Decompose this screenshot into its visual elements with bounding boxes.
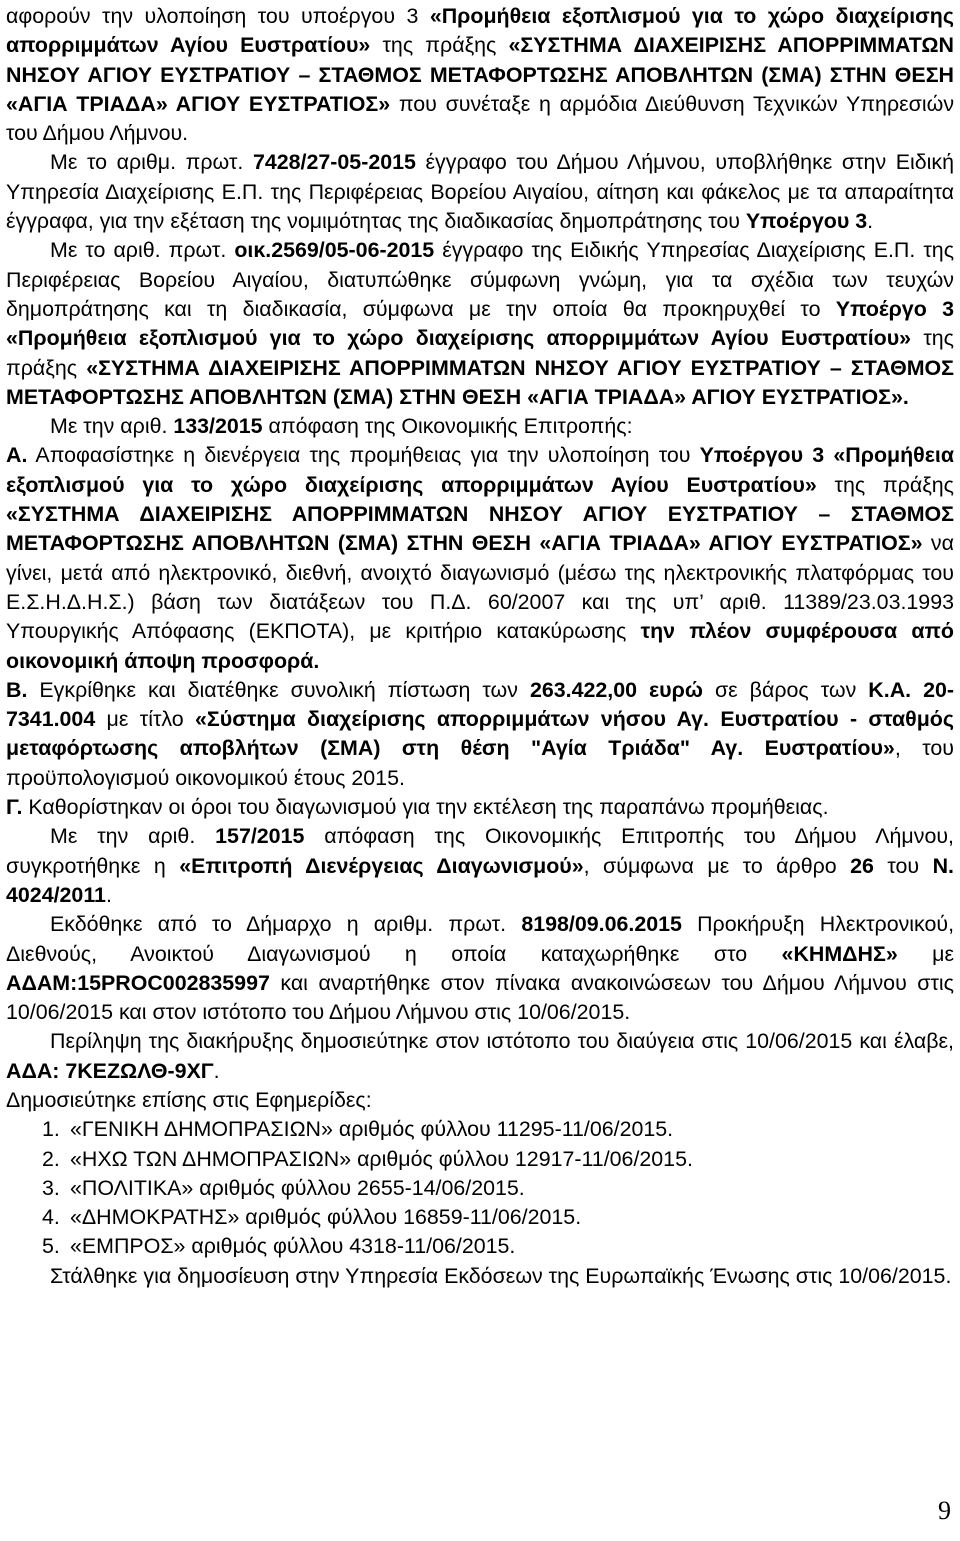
bold-text-run: Α. (6, 443, 28, 468)
text-run: έγγραφο του Δήμου Λήμνου, υποβλήθηκε στην Ειδική Υπηρεσία Διαχείρισης Ε.Π. της Περιφέρειας Βορείου Αιγαίου, αίτηση και φάκελος με τα απαραίτητα έγγραφα, για την εξέταση της νομιμότητας της διαδικασίας δημοπράτησης του (6, 150, 954, 234)
page-number: 9 (938, 1496, 951, 1525)
text-run: Με το αριθ. πρωτ. (50, 238, 235, 263)
list-item-text: «ΔΗΜΟΚΡΑΤΗΣ» αριθμός φύλλου 16859-11/06/2015. (70, 1205, 582, 1230)
bold-text-run: Υποέργου 3 (745, 209, 868, 234)
bold-text-run: 157/2015 (215, 824, 305, 849)
text-run: που συνέταξε η αρμόδια Διεύθυνση Τεχνικών Υπηρεσιών του Δήμου Λήμνου. (6, 91, 955, 146)
text-run: έγγραφο της Ειδικής Υπηρεσίας Διαχείρισης Ε.Π. της Περιφέρειας Βορείου Αιγαίου, διατυπώθηκε σύμφωνη γνώμη, για τα σχέδια των τευχών δημοπράτησης και τη διαδικασία, σύμφωνα με την οποία θα προκηρυχθεί το (6, 238, 954, 321)
paragraph-proclamation (6, 910, 954, 1027)
bold-text-run: «ΣΥΣΤΗΜΑ ΔΙΑΧΕΙΡΙΣΗΣ ΑΠΟΡΡΙΜΜΑΤΩΝ ΝΗΣΟΥ ΑΓΙΟΥ ΕΥΣΤΡΑΤΙΟΥ – ΣΤΑΘΜΟΣ ΜΕΤΑΦΟΡΤΩΣΗΣ ΑΠΟΒΛΗΤΩΝ (ΣΜΑ) ΣΤΗΝ ΘΕΣΗ «ΑΓΙΑ ΤΡΙΑΔΑ» ΑΓΙΟΥ ΕΥΣΤΡΑΤΙΟΣ» (6, 33, 955, 116)
paragraph-intro (6, 2, 954, 148)
text-run: Με την αριθ. (50, 824, 216, 849)
text-run: Στάλθηκε για δημοσίευση στην Υπηρεσία Εκδόσεων της Ευρωπαϊκής Ένωσης στις 10/06/2015. (50, 1263, 952, 1288)
list-number: 2. (42, 1146, 60, 1171)
list-item-text: «ΓΕΝΙΚΗ ΔΗΜΟΠΡΑΣΙΩΝ» αριθμός φύλλου 11295-11/06/2015. (70, 1117, 674, 1142)
paragraph-point-c (6, 793, 954, 822)
paragraph-point-b (6, 676, 954, 793)
text-run: αφορούν την υλοποίηση του υποέργου 3 (6, 4, 430, 28)
bold-text-run: Γ. (6, 795, 23, 820)
newspaper-list-item (6, 1115, 954, 1144)
bold-text-run: «Σύστημα διαχείρισης απορριμμάτων νήσου Αγ. Ευστρατίου - σταθμός μεταφόρτωσης αποβλήτων (ΣΜΑ) στη θέση "Αγία Τριάδα" Αγ. Ευστρατίου» (6, 707, 955, 761)
text-run: Με το αριθμ. πρωτ. (50, 150, 253, 175)
text-run: απόφαση της Οικονομικής Επιτροπής: (262, 414, 633, 439)
text-run: , του προϋπολογισμού οικονομικού έτους 2015. (6, 736, 954, 790)
text-run: Προκήρυξη Ηλεκτρονικού, Διεθνούς, Ανοικτού Διαγωνισμού η οποία καταχωρήθηκε στο (6, 912, 955, 966)
text-run: με τίτλο (95, 707, 196, 732)
text-run: σε βάρος των (702, 677, 869, 702)
bold-text-run: 8198/09.06.2015 (521, 912, 682, 937)
bold-text-run: την πλέον συμφέρουσα από οικονομική άποψη προσφορά. (6, 619, 954, 673)
text-run: της πράξης (816, 472, 954, 497)
bold-text-run: 263.422,00 ευρώ (529, 677, 703, 702)
bold-text-run: 133/2015 (173, 414, 263, 439)
text-run: και αναρτήθηκε στον πίνακα ανακοινώσεων του Δήμου Λήμνου στις 10/06/2015 και στον ιστότοπο του Δήμου Λήμνου στις 10/06/2015. (6, 970, 954, 1025)
newspaper-list-item (6, 1145, 954, 1174)
paragraph-summary (6, 1027, 954, 1086)
list-number: 5. (42, 1234, 60, 1259)
text-run: Περίληψη της διακήρυξης δημοσιεύτηκε στον ιστότοπο του διαύγεια στις 10/06/2015 και έλαβε, (50, 1029, 954, 1054)
text-run: . (867, 209, 874, 234)
text-run: της πράξης (370, 33, 509, 58)
text-run: με (897, 941, 954, 966)
text-run: Δημοσιεύτηκε επίσης στις Εφημερίδες: (6, 1087, 372, 1112)
text-run: , σύμφωνα με το άρθρο (583, 853, 851, 878)
list-number: 1. (42, 1117, 60, 1142)
paragraph-decision-133 (6, 412, 954, 441)
paragraph-document-7428 (6, 148, 954, 236)
bold-text-run: ΑΔΑΜ:15PROC002835997 (6, 970, 270, 995)
text-run: . (213, 1058, 220, 1083)
text-run: Με την αριθ. (50, 414, 174, 439)
text-run: της πράξης (6, 326, 954, 380)
bold-text-run: «ΚΗΜΔΗΣ» (781, 941, 898, 966)
text-run: Αποφασίστηκε η διενέργεια της προμήθειας για την υλοποίηση του (27, 443, 700, 468)
bold-text-run: Υποέργου 3 «Προμήθεια εξοπλισμού για το χώρο διαχείρισης απορριμμάτων Αγίου Ευστρατίου» (6, 443, 954, 497)
list-number: 4. (42, 1205, 60, 1230)
newspaper-list-item (6, 1203, 954, 1232)
bold-text-run: 26 (850, 853, 874, 878)
text-run: να γίνει, μετά από ηλεκτρονικό, διεθνή, ανοιχτό διαγωνισμό (μέσω της ηλεκτρονικής πλατφόρμας του Ε.Σ.Η.Δ.Η.Σ.) βάση των διατάξεων του Π.Δ. 60/2007 και της υπ’ αριθ. 11389/23.03.1993 Υπουργικής Απόφασης (ΕΚΠΟΤΑ), με κριτήριο κατακύρωσης (6, 531, 954, 644)
bold-text-run: Β. (6, 677, 28, 702)
text-run: Εγκρίθηκε και διατέθηκε συνολική πίστωση των (27, 677, 530, 702)
bold-text-run: «Προμήθεια εξοπλισμού για το χώρο διαχείρισης απορριμμάτων Αγίου Ευστρατίου» (6, 4, 954, 58)
newspaper-list-item (6, 1174, 954, 1203)
text-run: Καθορίστηκαν οι όροι του διαγωνισμού για την εκτέλεση της παραπάνω προμήθειας. (22, 795, 829, 820)
list-number: 3. (42, 1175, 60, 1200)
list-item-text: «ΠΟΛΙΤΙΚΑ» αριθμός φύλλου 2655-14/06/2015. (70, 1175, 525, 1200)
text-run: απόφαση της Οικονομικής Επιτροπής του Δήμου Λήμνου, συγκροτήθηκε η (6, 824, 954, 878)
bold-text-run: «ΣΥΣΤΗΜΑ ΔΙΑΧΕΙΡΙΣΗΣ ΑΠΟΡΡΙΜΜΑΤΩΝ ΝΗΣΟΥ ΑΓΙΟΥ ΕΥΣΤΡΑΤΙΟΥ – ΣΤΑΘΜΟΣ ΜΕΤΑΦΟΡΤΩΣΗΣ ΑΠΟΒΛΗΤΩΝ (ΣΜΑ) ΣΤΗΝ ΘΕΣΗ «ΑΓΙΑ ΤΡΙΑΔΑ» ΑΓΙΟΥ ΕΥΣΤΡΑΤΙΟΣ» (6, 502, 954, 556)
paragraph-point-a (6, 441, 954, 675)
bold-text-run: Υποέργο 3 «Προμήθεια εξοπλισμού για το χώρο διαχείρισης απορριμμάτων Αγίου Ευστρατίου» (6, 296, 954, 351)
text-run: . (105, 882, 112, 907)
bold-text-run: «ΣΥΣΤΗΜΑ ΔΙΑΧΕΙΡΙΣΗΣ ΑΠΟΡΡΙΜΜΑΤΩΝ ΝΗΣΟΥ ΑΓΙΟΥ ΕΥΣΤΡΑΤΙΟΥ – ΣΤΑΘΜΟΣ ΜΕΤΑΦΟΡΤΩΣΗΣ ΑΠΟΒΛΗΤΩΝ (ΣΜΑ) ΣΤΗΝ ΘΕΣΗ «ΑΓΙΑ ΤΡΙΑΔΑ» ΑΓΙΟΥ ΕΥΣΤΡΑΤΙΟΣ». (6, 355, 954, 409)
newspaper-list-item (6, 1232, 954, 1261)
paragraph-eu-publication (6, 1262, 954, 1291)
bold-text-run: Κ.Α. 20-7341.004 (6, 677, 954, 732)
bold-text-run: ΑΔΑ: 7ΚΕΖΩΛΘ-9ΧΓ (6, 1058, 214, 1083)
list-item-text: «ΕΜΠΡΟΣ» αριθμός φύλλου 4318-11/06/2015. (70, 1234, 516, 1259)
text-run: του (873, 853, 933, 878)
list-item-text: «ΗΧΩ ΤΩΝ ΔΗΜΟΠΡΑΣΙΩΝ» αριθμός φύλλου 12917-11/06/2015. (70, 1146, 693, 1171)
bold-text-run: «Επιτροπή Διενέργειας Διαγωνισμού» (179, 853, 584, 878)
document-body (6, 2, 954, 1291)
bold-text-run: 7428/27-05-2015 (252, 150, 416, 175)
paragraph-decision-157 (6, 822, 954, 910)
bold-text-run: οικ.2569/05-06-2015 (234, 238, 435, 263)
paragraph-document-2569 (6, 236, 954, 412)
bold-text-run: Ν. 4024/2011 (6, 853, 954, 907)
text-run: Εκδόθηκε από το Δήμαρχο η αριθμ. πρωτ. (50, 912, 522, 937)
paragraph-newspapers-heading (6, 1086, 954, 1115)
newspaper-list (6, 1115, 954, 1261)
